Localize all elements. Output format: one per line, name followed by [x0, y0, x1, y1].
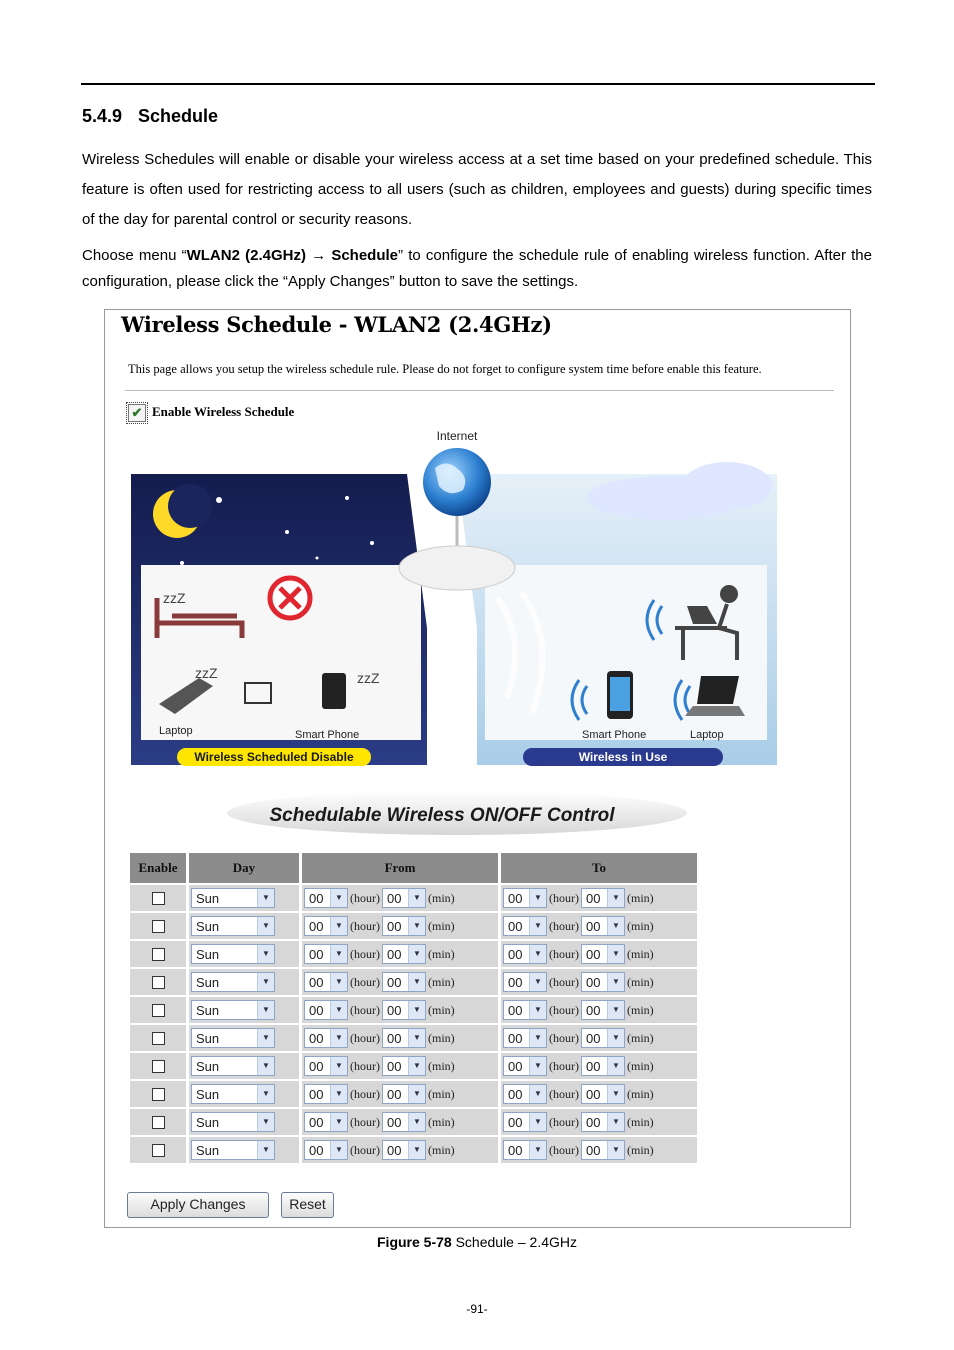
hour-unit: (hour): [350, 1086, 380, 1101]
hour-unit: (hour): [350, 1114, 380, 1129]
from-hour-select-value: 00: [309, 975, 324, 990]
hour-unit: (hour): [350, 946, 380, 961]
to-hour-select[interactable]: [503, 1084, 547, 1104]
min-unit: (min): [428, 1058, 455, 1073]
table-row: [130, 885, 697, 911]
instruction-pre: Choose menu “: [82, 247, 187, 264]
divider: [125, 390, 834, 391]
from-hour-select[interactable]: [304, 1056, 348, 1076]
day-select[interactable]: [191, 916, 275, 936]
to-hour-select[interactable]: [503, 1056, 547, 1076]
to-min-select-value: 00: [586, 1059, 601, 1074]
enable-cell: [130, 997, 186, 1023]
chevron-down-icon: ▼: [529, 1141, 546, 1159]
zzz-text-2: zzZ: [195, 665, 218, 681]
chevron-down-icon: ▼: [257, 1029, 274, 1047]
right-phone-label: Smart Phone: [582, 729, 647, 741]
table-row: [130, 1081, 697, 1107]
to-hour-select[interactable]: [503, 944, 547, 964]
to-hour-select[interactable]: [503, 916, 547, 936]
chevron-down-icon: ▼: [257, 889, 274, 907]
min-unit: (min): [627, 1114, 654, 1129]
chevron-down-icon: ▼: [257, 1001, 274, 1019]
from-hour-select[interactable]: [304, 916, 348, 936]
chevron-down-icon: ▼: [330, 973, 347, 991]
chevron-down-icon: ▼: [607, 1085, 624, 1103]
to-hour-select[interactable]: [503, 1140, 547, 1160]
day-select[interactable]: [191, 1000, 275, 1020]
chevron-down-icon: ▼: [607, 1141, 624, 1159]
chevron-down-icon: ▼: [408, 1001, 425, 1019]
enable-cell: [130, 941, 186, 967]
hour-unit: (hour): [350, 1058, 380, 1073]
from-hour-select-value: 00: [309, 1115, 324, 1130]
to-cell: [501, 1081, 697, 1107]
to-min-select[interactable]: [581, 1000, 625, 1020]
section-number: 5.4.9: [82, 106, 123, 126]
chevron-down-icon: ▼: [607, 945, 624, 963]
from-hour-select[interactable]: [304, 944, 348, 964]
day-cell: [189, 1053, 299, 1079]
hour-unit: (hour): [549, 918, 579, 933]
from-hour-select-value: 00: [309, 947, 324, 962]
table-row: [130, 913, 697, 939]
from-min-select-value: 00: [387, 947, 402, 962]
to-hour-select-value: 00: [508, 919, 523, 934]
from-hour-select-value: 00: [309, 1143, 324, 1158]
chevron-down-icon: ▼: [330, 945, 347, 963]
intro-paragraph: Wireless Schedules will enable or disable your wireless access at a set time based on your predefined schedule. This feature is often used for restricting access to all users (such as children, employees and guests) during specific times of the day for parental control or security reasons.: [82, 151, 872, 228]
laptop-open-icon: [697, 676, 739, 704]
night-badge-label: Wireless Scheduled Disable: [194, 750, 354, 764]
to-min-select[interactable]: [581, 944, 625, 964]
to-min-select-value: 00: [586, 1003, 601, 1018]
min-unit: (min): [428, 1002, 455, 1017]
from-cell: [302, 997, 498, 1023]
day-cell: [189, 941, 299, 967]
day-select-value: Sun: [196, 1059, 220, 1074]
right-laptop-label: Laptop: [690, 729, 724, 741]
chevron-down-icon: ▼: [408, 889, 425, 907]
to-min-select[interactable]: [581, 1084, 625, 1104]
to-min-select[interactable]: [581, 888, 625, 908]
from-min-select[interactable]: [382, 1056, 426, 1076]
header-rule: [81, 83, 875, 85]
from-cell: [302, 1109, 498, 1135]
from-hour-select-value: 00: [309, 1003, 324, 1018]
header-from: From: [302, 853, 498, 883]
row-enable-checkbox[interactable]: [152, 1116, 165, 1129]
from-min-select-value: 00: [387, 1087, 402, 1102]
chevron-down-icon: ▼: [257, 1113, 274, 1131]
to-min-select[interactable]: [581, 972, 625, 992]
hour-unit: (hour): [549, 946, 579, 961]
chevron-down-icon: ▼: [607, 1029, 624, 1047]
to-hour-select[interactable]: [503, 972, 547, 992]
to-cell: [501, 997, 697, 1023]
from-cell: [302, 913, 498, 939]
hour-unit: (hour): [549, 1086, 579, 1101]
apply-changes-button[interactable]: Apply Changes: [127, 1192, 269, 1218]
to-cell: [501, 1137, 697, 1163]
to-min-select-value: 00: [586, 919, 601, 934]
zzz-text-1: zzZ: [163, 590, 186, 606]
chevron-down-icon: ▼: [607, 1001, 624, 1019]
enable-schedule-checkbox[interactable]: ✔: [128, 404, 146, 422]
chevron-down-icon: ▼: [607, 1113, 624, 1131]
reset-button[interactable]: Reset: [281, 1192, 334, 1218]
min-unit: (min): [428, 1086, 455, 1101]
to-hour-select-value: 00: [508, 1115, 523, 1130]
table-row: [130, 1109, 697, 1135]
row-enable-checkbox[interactable]: [152, 1060, 165, 1073]
day-cell: [189, 1025, 299, 1051]
chevron-down-icon: ▼: [408, 1085, 425, 1103]
chevron-down-icon: ▼: [408, 1141, 425, 1159]
from-min-select-value: 00: [387, 1059, 402, 1074]
from-min-select[interactable]: [382, 1140, 426, 1160]
from-hour-select[interactable]: [304, 1112, 348, 1132]
chevron-down-icon: ▼: [408, 1029, 425, 1047]
chevron-down-icon: ▼: [408, 973, 425, 991]
day-select-value: Sun: [196, 975, 220, 990]
chevron-down-icon: ▼: [257, 973, 274, 991]
day-select-value: Sun: [196, 1003, 220, 1018]
table-row: [130, 1137, 697, 1163]
min-unit: (min): [428, 974, 455, 989]
to-hour-select-value: 00: [508, 975, 523, 990]
day-select[interactable]: [191, 1084, 275, 1104]
page-title: Wireless Schedule - WLAN2 (2.4GHz): [121, 312, 552, 337]
day-select-value: Sun: [196, 919, 220, 934]
chevron-down-icon: ▼: [330, 889, 347, 907]
day-select[interactable]: [191, 944, 275, 964]
day-select[interactable]: [191, 1056, 275, 1076]
section-heading: [82, 106, 218, 127]
enable-cell: [130, 885, 186, 911]
day-cell: [189, 1137, 299, 1163]
to-hour-select-value: 00: [508, 1059, 523, 1074]
day-select-value: Sun: [196, 947, 220, 962]
to-hour-select-value: 00: [508, 947, 523, 962]
enable-cell: [130, 1137, 186, 1163]
from-min-select-value: 00: [387, 975, 402, 990]
hour-unit: (hour): [350, 974, 380, 989]
from-cell: [302, 885, 498, 911]
to-hour-select-value: 00: [508, 1003, 523, 1018]
to-cell: [501, 1025, 697, 1051]
from-hour-select-value: 00: [309, 1087, 324, 1102]
figure-text: Schedule – 2.4GHz: [455, 1234, 577, 1250]
from-cell: [302, 941, 498, 967]
hour-unit: (hour): [350, 1142, 380, 1157]
day-select-value: Sun: [196, 891, 220, 906]
from-hour-select[interactable]: [304, 1140, 348, 1160]
left-phone-label: Smart Phone: [295, 729, 360, 741]
to-cell: [501, 1109, 697, 1135]
table-row: [130, 969, 697, 995]
day-select[interactable]: [191, 1028, 275, 1048]
enable-cell: [130, 1081, 186, 1107]
day-badge-label: Wireless in Use: [578, 750, 668, 764]
table-row: [130, 1025, 697, 1051]
enable-cell: [130, 1109, 186, 1135]
min-unit: (min): [428, 890, 455, 905]
from-min-select[interactable]: [382, 1084, 426, 1104]
section-title: Schedule: [138, 106, 219, 126]
zzz-text-3: zzZ: [357, 670, 380, 686]
day-cell: [189, 997, 299, 1023]
row-enable-checkbox[interactable]: [152, 976, 165, 989]
from-min-select-value: 00: [387, 1003, 402, 1018]
day-select-value: Sun: [196, 1115, 220, 1130]
table-header-row: [130, 853, 697, 883]
chevron-down-icon: ▼: [330, 1029, 347, 1047]
from-hour-select[interactable]: [304, 1028, 348, 1048]
chevron-down-icon: ▼: [529, 945, 546, 963]
instruction-paragraph: [82, 243, 872, 295]
row-enable-checkbox[interactable]: [152, 1032, 165, 1045]
hour-unit: (hour): [549, 890, 579, 905]
day-select[interactable]: [191, 888, 275, 908]
row-enable-checkbox[interactable]: [152, 892, 165, 905]
from-cell: [302, 1081, 498, 1107]
chevron-down-icon: ▼: [257, 945, 274, 963]
from-min-select[interactable]: [382, 888, 426, 908]
schedule-table: [127, 851, 700, 1165]
hour-unit: (hour): [549, 1030, 579, 1045]
min-unit: (min): [428, 946, 455, 961]
chevron-down-icon: ▼: [529, 973, 546, 991]
from-hour-select[interactable]: [304, 1084, 348, 1104]
to-min-select-value: 00: [586, 891, 601, 906]
schedule-rows: [130, 885, 697, 1163]
from-min-select-value: 00: [387, 1143, 402, 1158]
to-hour-select[interactable]: [503, 888, 547, 908]
from-cell: [302, 1137, 498, 1163]
from-min-select[interactable]: [382, 944, 426, 964]
to-hour-select-value: 00: [508, 1087, 523, 1102]
internet-label: Internet: [436, 429, 478, 443]
enable-cell: [130, 1025, 186, 1051]
to-min-select[interactable]: [581, 1140, 625, 1160]
to-hour-select[interactable]: [503, 1028, 547, 1048]
from-hour-select[interactable]: [304, 888, 348, 908]
row-enable-checkbox[interactable]: [152, 920, 165, 933]
chevron-down-icon: ▼: [529, 1085, 546, 1103]
day-select-value: Sun: [196, 1087, 220, 1102]
hour-unit: (hour): [549, 1114, 579, 1129]
to-cell: [501, 941, 697, 967]
to-hour-select[interactable]: [503, 1112, 547, 1132]
chevron-down-icon: ▼: [330, 1001, 347, 1019]
hour-unit: (hour): [350, 1002, 380, 1017]
chevron-down-icon: ▼: [408, 917, 425, 935]
figure-label: Figure 5-78: [377, 1234, 452, 1250]
chevron-down-icon: ▼: [330, 1141, 347, 1159]
table-row: [130, 941, 697, 967]
min-unit: (min): [627, 1142, 654, 1157]
from-hour-select[interactable]: [304, 972, 348, 992]
row-enable-checkbox[interactable]: [152, 1088, 165, 1101]
day-select-value: Sun: [196, 1031, 220, 1046]
day-cell: [189, 1081, 299, 1107]
to-hour-select-value: 00: [508, 1143, 523, 1158]
min-unit: (min): [627, 890, 654, 905]
from-min-select[interactable]: [382, 972, 426, 992]
min-unit: (min): [428, 918, 455, 933]
from-min-select[interactable]: [382, 1028, 426, 1048]
to-min-select[interactable]: [581, 1028, 625, 1048]
chevron-down-icon: ▼: [607, 973, 624, 991]
from-min-select-value: 00: [387, 1031, 402, 1046]
from-cell: [302, 969, 498, 995]
table-row: [130, 1053, 697, 1079]
menu-path: WLAN2 (2.4GHz) → Schedule: [186, 247, 399, 264]
to-hour-select-value: 00: [508, 1031, 523, 1046]
min-unit: (min): [627, 1030, 654, 1045]
chevron-down-icon: ▼: [408, 945, 425, 963]
chevron-down-icon: ▼: [607, 1057, 624, 1075]
to-min-select-value: 00: [586, 1031, 601, 1046]
from-min-select-value: 00: [387, 1115, 402, 1130]
min-unit: (min): [627, 974, 654, 989]
page-description: This page allows you setup the wireless schedule rule. Please do not forget to configure system time before enable this feature.: [128, 362, 762, 376]
schedule-illustration: [127, 428, 787, 843]
day-cell: [189, 969, 299, 995]
chevron-down-icon: ▼: [408, 1057, 425, 1075]
phone-charging-icon: [322, 673, 346, 709]
to-cell: [501, 1053, 697, 1079]
page-number: -91-: [466, 1302, 488, 1316]
min-unit: (min): [428, 1030, 455, 1045]
enable-schedule-row: [128, 404, 294, 422]
header-day: Day: [189, 853, 299, 883]
to-min-select[interactable]: [581, 1056, 625, 1076]
header-enable: Enable: [130, 853, 186, 883]
from-hour-select-value: 00: [309, 1031, 324, 1046]
enable-cell: [130, 969, 186, 995]
chevron-down-icon: ▼: [607, 917, 624, 935]
to-min-select[interactable]: [581, 1112, 625, 1132]
to-min-select-value: 00: [586, 1115, 601, 1130]
chevron-down-icon: ▼: [330, 1113, 347, 1131]
hour-unit: (hour): [549, 1142, 579, 1157]
from-min-select[interactable]: [382, 1112, 426, 1132]
hour-unit: (hour): [549, 1058, 579, 1073]
chevron-down-icon: ▼: [408, 1113, 425, 1131]
from-hour-select-value: 00: [309, 1059, 324, 1074]
to-cell: [501, 969, 697, 995]
chevron-down-icon: ▼: [529, 889, 546, 907]
from-min-select-value: 00: [387, 919, 402, 934]
day-select[interactable]: [191, 1112, 275, 1132]
chevron-down-icon: ▼: [529, 1029, 546, 1047]
chevron-down-icon: ▼: [257, 917, 274, 935]
min-unit: (min): [428, 1142, 455, 1157]
min-unit: (min): [627, 1058, 654, 1073]
chevron-down-icon: ▼: [607, 889, 624, 907]
from-hour-select-value: 00: [309, 891, 324, 906]
to-cell: [501, 885, 697, 911]
row-enable-checkbox[interactable]: [152, 1144, 165, 1157]
min-unit: (min): [627, 1086, 654, 1101]
min-unit: (min): [428, 1114, 455, 1129]
hour-unit: (hour): [549, 974, 579, 989]
to-hour-select[interactable]: [503, 1000, 547, 1020]
from-min-select[interactable]: [382, 1000, 426, 1020]
chevron-down-icon: ▼: [529, 1001, 546, 1019]
chevron-down-icon: ▼: [529, 917, 546, 935]
instruction-post: ” to configure the schedule rule of enabling wireless function. After the configuration, please click the “Apply Changes” button to save the settings.: [82, 247, 872, 290]
chevron-down-icon: ▼: [257, 1141, 274, 1159]
chevron-down-icon: ▼: [330, 1085, 347, 1103]
hour-unit: (hour): [350, 918, 380, 933]
chevron-down-icon: ▼: [529, 1113, 546, 1131]
row-enable-checkbox[interactable]: [152, 948, 165, 961]
day-cell: [189, 1109, 299, 1135]
to-min-select-value: 00: [586, 1087, 601, 1102]
row-enable-checkbox[interactable]: [152, 1004, 165, 1017]
left-laptop-label: Laptop: [159, 725, 193, 737]
to-min-select[interactable]: [581, 916, 625, 936]
hour-unit: (hour): [350, 890, 380, 905]
from-min-select[interactable]: [382, 916, 426, 936]
min-unit: (min): [627, 918, 654, 933]
from-min-select-value: 00: [387, 891, 402, 906]
enable-cell: [130, 1053, 186, 1079]
hour-unit: (hour): [549, 1002, 579, 1017]
day-cell: [189, 913, 299, 939]
day-cell: [189, 885, 299, 911]
min-unit: (min): [627, 1002, 654, 1017]
figure-caption: [0, 1234, 954, 1250]
day-select[interactable]: [191, 972, 275, 992]
to-min-select-value: 00: [586, 947, 601, 962]
from-hour-select[interactable]: [304, 1000, 348, 1020]
to-min-select-value: 00: [586, 1143, 601, 1158]
day-select[interactable]: [191, 1140, 275, 1160]
chevron-down-icon: ▼: [330, 917, 347, 935]
min-unit: (min): [627, 946, 654, 961]
from-hour-select-value: 00: [309, 919, 324, 934]
to-cell: [501, 913, 697, 939]
chevron-down-icon: ▼: [257, 1085, 274, 1103]
access-point-icon: [399, 546, 515, 590]
enable-cell: [130, 913, 186, 939]
from-cell: [302, 1053, 498, 1079]
from-cell: [302, 1025, 498, 1051]
chevron-down-icon: ▼: [330, 1057, 347, 1075]
enable-schedule-label: Enable Wireless Schedule: [152, 404, 295, 419]
header-to: To: [501, 853, 697, 883]
to-hour-select-value: 00: [508, 891, 523, 906]
chevron-down-icon: ▼: [529, 1057, 546, 1075]
to-min-select-value: 00: [586, 975, 601, 990]
chevron-down-icon: ▼: [257, 1057, 274, 1075]
schedule-screenshot: [104, 309, 851, 1228]
banner-title: Schedulable Wireless ON/OFF Control: [269, 805, 615, 826]
day-select-value: Sun: [196, 1143, 220, 1158]
table-row: [130, 997, 697, 1023]
hour-unit: (hour): [350, 1030, 380, 1045]
